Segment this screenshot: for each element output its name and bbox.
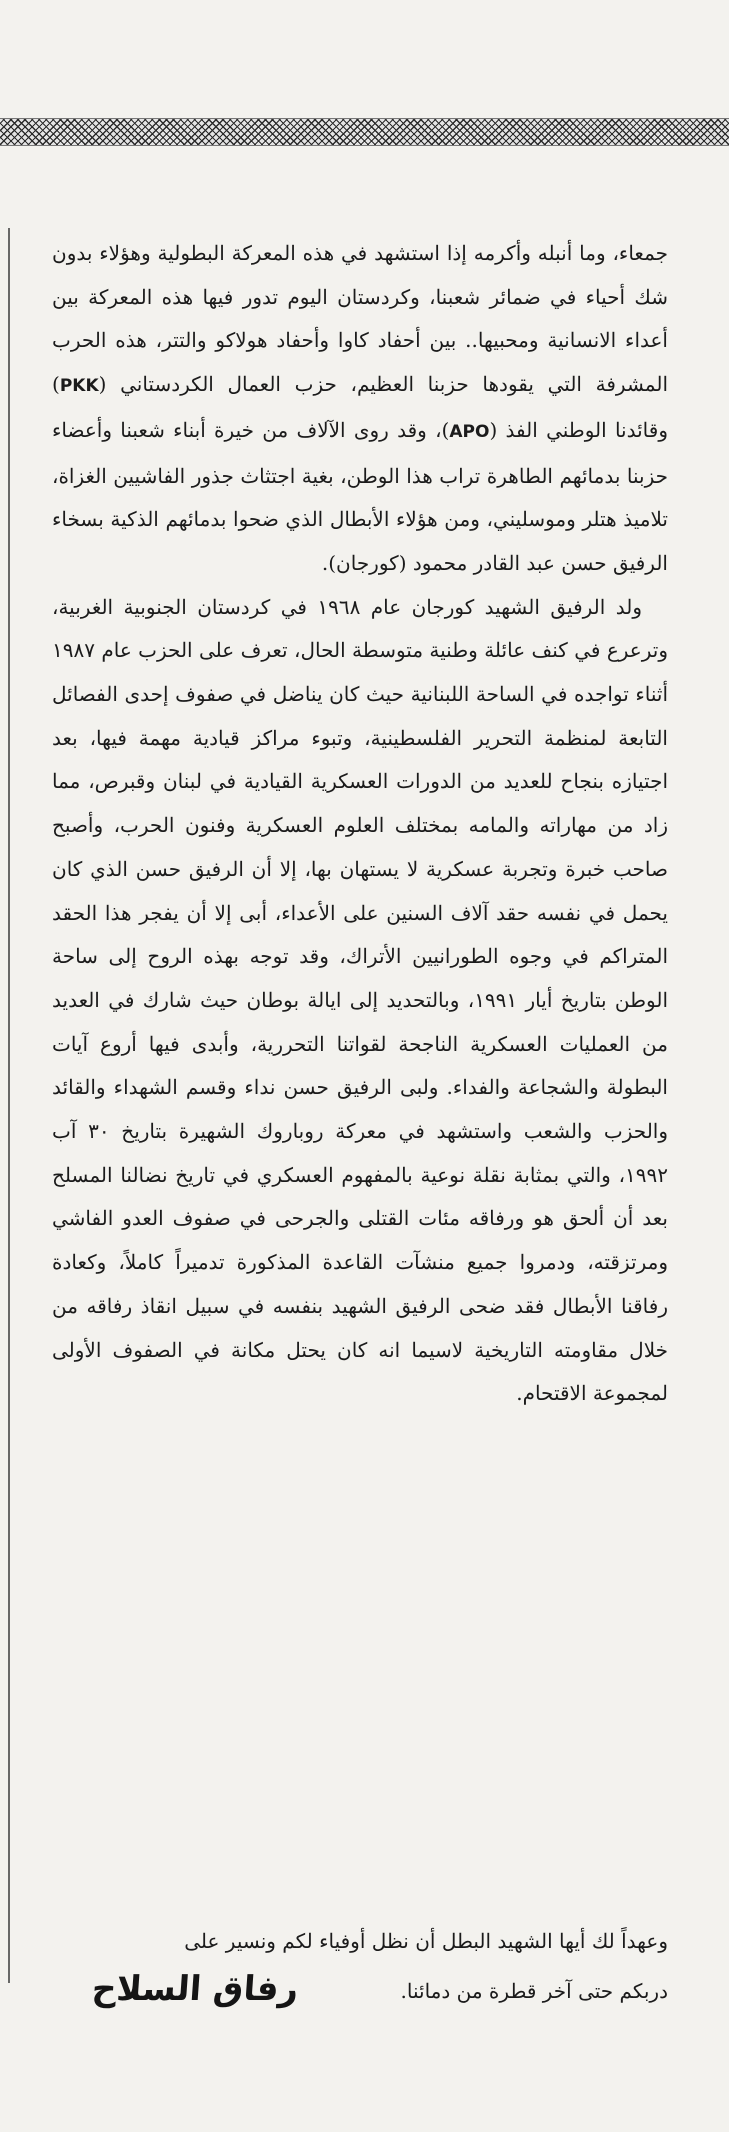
pkk-acronym: PKK bbox=[59, 376, 99, 397]
apo-acronym: APO bbox=[449, 421, 490, 442]
left-margin-rule bbox=[8, 228, 10, 1983]
article-body bbox=[52, 232, 668, 1416]
closing-line-1: وعهداً لك أيها الشهيد البطل أن نظل أوفياء لكم ونسير على bbox=[184, 1929, 668, 1953]
closing-block bbox=[52, 1920, 668, 2014]
signature: رفاق السلاح bbox=[90, 1968, 300, 2009]
closing-row bbox=[52, 1964, 668, 2014]
top-hatched-band bbox=[0, 118, 729, 146]
paragraph-1: جمعاء، وما أنبله وأكرمه إذا استشهد في هذه المعركة البطولية وهؤلاء بدون شك أحياء في ضمائر شعبنا، وكردستان اليوم تدور فيها هذه المعركة بين أعداء الانسانية ومحبيها.. بين أحفاد كاوا وأحفاد هولاكو والتتر، هذه الحرب المشرفة التي يقودها حزبنا العظيم، حزب العمال الكردستاني (PKK) وقائدنا الوطني الفذ (APO)، وقد روى الآلاف من خيرة أبناء شعبنا وأعضاء حزبنا بدمائهم الطاهرة تراب هذا الوطن، بغية اجتثاث جذور الفاشيين الغزاة، تلاميذ هتلر وموسليني، ومن هؤلاء الأبطال الذي ضحوا بدمائهم الذكية بسخاء الرفيق حسن عبد القادر محمود (كورجان). bbox=[52, 241, 668, 575]
paragraph-2: ولد الرفيق الشهيد كورجان عام ١٩٦٨ في كردستان الجنوبية الغربية، وترعرع في كنف عائلة وطنية متوسطة الحال، تعرف على الحزب عام ١٩٨٧ أثناء تواجده في الساحة اللبنانية حيث كان يناضل في صفوف إحدى الفصائل التابعة لمنظمة التحرير الفلسطينية، وتبوء مراكز قيادية مهمة فيها، بعد اجتيازه بنجاح للعديد من الدورات العسكرية القيادية في لبنان وقبرص، مما زاد من مهاراته والمامه بمختلف العلوم العسكرية وفنون الحرب، وأصبح صاحب خبرة وتجربة عسكرية لا يستهان بها، إلا أن الرفيق حسن الذي كان يحمل في نفسه حقد آلاف السنين على الأعداء، أبى إلا أن يفجر هذا الحقد المتراكم في وجوه الطورانيين الأتراك، وقد توجه بهذه الروح إلى ساحة الوطن بتاريخ أيار ١٩٩١، وبالتحديد إلى ايالة بوطان حيث شارك في العديد من العمليات العسكرية الناجحة لقواتنا التحررية، وأبدى فيها أروع آيات البطولة والشجاعة والفداء. ولبى الرفيق حسن نداء وقسم الشهداء والقائد والحزب والشعب واستشهد في معركة روباروك الشهيرة بتاريخ ٣٠ آب ١٩٩٢، والتي بمثابة نقلة نوعية بالمفهوم العسكري في تاريخ نضالنا المسلح بعد أن ألحق هو ورفاقه مئات القتلى والجرحى في صفوف العدو الفاشي ومرتزقته، ودمروا جميع منشآت القاعدة المذكورة تدميراً كاملاً، وكعادة رفاقنا الأبطال فقد ضحى الرفيق الشهيد بنفسه في سبيل انقاذ رفاقه من خلال مقاومته التاريخية لاسيما انه كان يحتل مكانة في الصفوف الأولى لمجموعة الاقتحام. bbox=[52, 594, 669, 1406]
closing-line-2: دربكم حتى آخر قطرة من دمائنا. bbox=[400, 1979, 668, 2003]
